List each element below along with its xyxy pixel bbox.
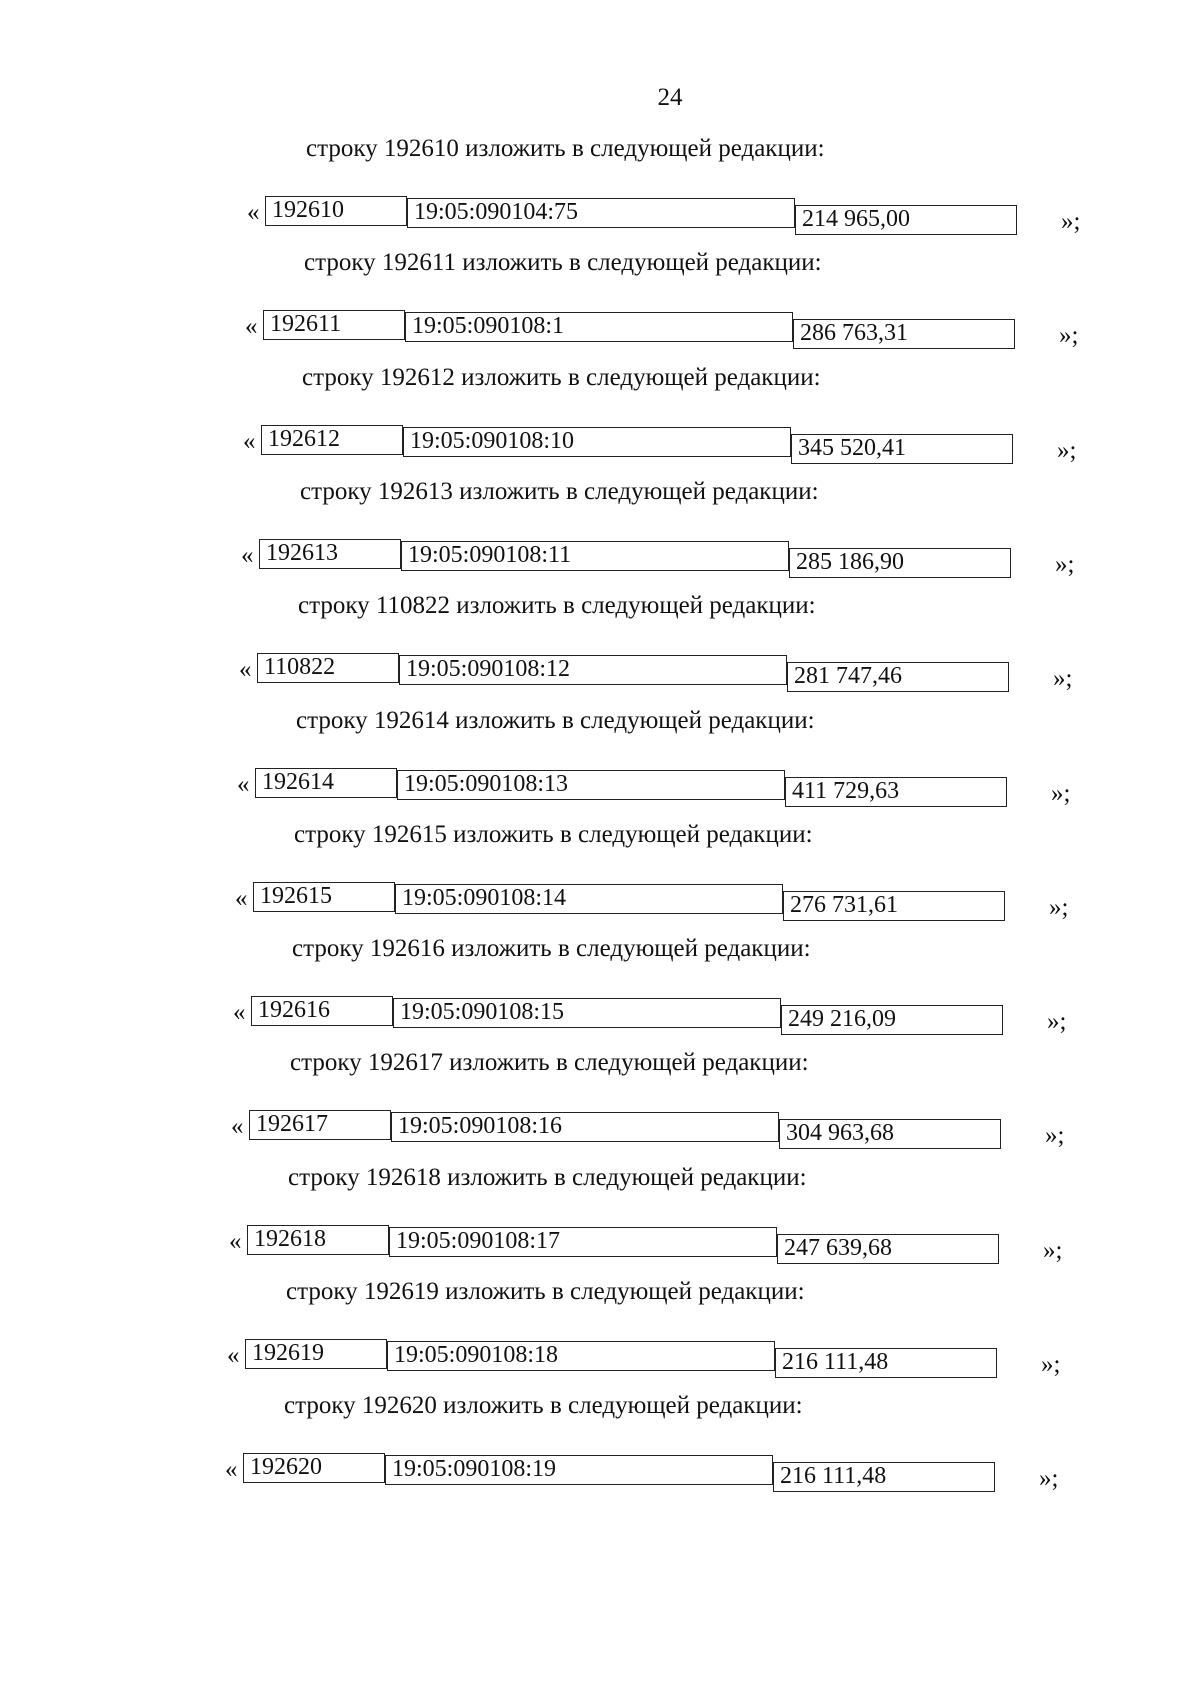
amendment-entry	[0, 1049, 1200, 1173]
amendment-entry	[0, 249, 1200, 373]
row-number-cell: 192620	[243, 1453, 385, 1483]
amendment-instruction: строку 192615 изложить в следующей редакции:	[294, 821, 813, 848]
row-number-cell: 192611	[263, 310, 405, 340]
row-number-cell: 192610	[265, 196, 407, 226]
closing-quote: »;	[1047, 1008, 1067, 1035]
cadastral-number-cell: 19:05:090108:11	[401, 541, 789, 571]
closing-quote: »;	[1045, 1122, 1065, 1149]
closing-quote: »;	[1049, 894, 1069, 921]
closing-quote: »;	[1041, 1351, 1061, 1378]
amendment-entry	[0, 1392, 1200, 1516]
row-number-cell: 110822	[257, 653, 399, 683]
amendment-instruction: строку 192617 изложить в следующей редакции:	[290, 1049, 809, 1076]
amendment-instruction: строку 192611 изложить в следующей редакции:	[304, 249, 822, 276]
amendment-instruction: строку 192610 изложить в следующей редакции:	[306, 135, 825, 162]
cadastral-value-cell: 247 639,68	[777, 1234, 999, 1264]
opening-quote: «	[229, 1228, 242, 1255]
opening-quote: «	[227, 1342, 240, 1369]
cadastral-number-cell: 19:05:090104:75	[407, 198, 795, 228]
cadastral-value-cell: 249 216,09	[781, 1005, 1003, 1035]
amendment-instruction: строку 192618 изложить в следующей редакции:	[288, 1164, 807, 1191]
closing-quote: »;	[1057, 437, 1077, 464]
amendment-instruction: строку 110822 изложить в следующей редакции:	[298, 592, 816, 619]
row-number-cell: 192614	[255, 768, 397, 798]
cadastral-number-cell: 19:05:090108:1	[405, 312, 793, 342]
cadastral-number-cell: 19:05:090108:13	[397, 770, 785, 800]
opening-quote: «	[233, 999, 246, 1026]
closing-quote: »;	[1043, 1237, 1063, 1264]
row-number-cell: 192612	[261, 425, 403, 455]
opening-quote: «	[241, 542, 254, 569]
cadastral-number-cell: 19:05:090108:19	[385, 1455, 773, 1485]
amendment-entry	[0, 135, 1200, 259]
opening-quote: «	[245, 313, 258, 340]
closing-quote: »;	[1059, 322, 1079, 349]
amendment-entry	[0, 478, 1200, 602]
cadastral-number-cell: 19:05:090108:15	[393, 998, 781, 1028]
cadastral-value-cell: 214 965,00	[795, 205, 1017, 235]
cadastral-number-cell: 19:05:090108:14	[395, 884, 783, 914]
amendment-instruction: строку 192612 изложить в следующей редакции:	[302, 364, 821, 391]
opening-quote: «	[243, 428, 256, 455]
opening-quote: «	[247, 199, 260, 226]
amendment-entry	[0, 935, 1200, 1059]
row-number-cell: 192613	[259, 539, 401, 569]
cadastral-number-cell: 19:05:090108:12	[399, 655, 787, 685]
amendment-entry	[0, 1278, 1200, 1402]
amendment-instruction: строку 192616 изложить в следующей редакции:	[292, 935, 811, 962]
opening-quote: «	[225, 1456, 238, 1483]
amendment-instruction: строку 192619 изложить в следующей редакции:	[286, 1278, 805, 1305]
row-number-cell: 192616	[251, 996, 393, 1026]
amendment-entry	[0, 592, 1200, 716]
closing-quote: »;	[1061, 208, 1081, 235]
opening-quote: «	[237, 771, 250, 798]
closing-quote: »;	[1039, 1465, 1059, 1492]
cadastral-value-cell: 304 963,68	[779, 1119, 1001, 1149]
amendment-entry	[0, 707, 1200, 831]
cadastral-value-cell: 276 731,61	[783, 891, 1005, 921]
page-number: 24	[657, 84, 683, 111]
cadastral-number-cell: 19:05:090108:16	[391, 1112, 779, 1142]
closing-quote: »;	[1051, 780, 1071, 807]
amendment-instruction: строку 192620 изложить в следующей редакции:	[284, 1392, 803, 1419]
row-number-cell: 192618	[247, 1225, 389, 1255]
cadastral-number-cell: 19:05:090108:10	[403, 427, 791, 457]
amendment-entry	[0, 364, 1200, 488]
opening-quote: «	[235, 885, 248, 912]
cadastral-number-cell: 19:05:090108:18	[387, 1341, 775, 1371]
opening-quote: «	[231, 1113, 244, 1140]
opening-quote: «	[239, 656, 252, 683]
amendment-instruction: строку 192614 изложить в следующей редакции:	[296, 707, 815, 734]
amendment-entry	[0, 821, 1200, 945]
row-number-cell: 192617	[249, 1110, 391, 1140]
cadastral-number-cell: 19:05:090108:17	[389, 1227, 777, 1257]
closing-quote: »;	[1053, 665, 1073, 692]
cadastral-value-cell: 216 111,48	[775, 1348, 997, 1378]
cadastral-value-cell: 286 763,31	[793, 319, 1015, 349]
row-number-cell: 192615	[253, 882, 395, 912]
cadastral-value-cell: 216 111,48	[773, 1462, 995, 1492]
cadastral-value-cell: 281 747,46	[787, 662, 1009, 692]
amendment-instruction: строку 192613 изложить в следующей редакции:	[300, 478, 819, 505]
cadastral-value-cell: 285 186,90	[789, 548, 1011, 578]
amendment-entry	[0, 1164, 1200, 1288]
closing-quote: »;	[1055, 551, 1075, 578]
row-number-cell: 192619	[245, 1339, 387, 1369]
cadastral-value-cell: 345 520,41	[791, 434, 1013, 464]
cadastral-value-cell: 411 729,63	[785, 777, 1007, 807]
